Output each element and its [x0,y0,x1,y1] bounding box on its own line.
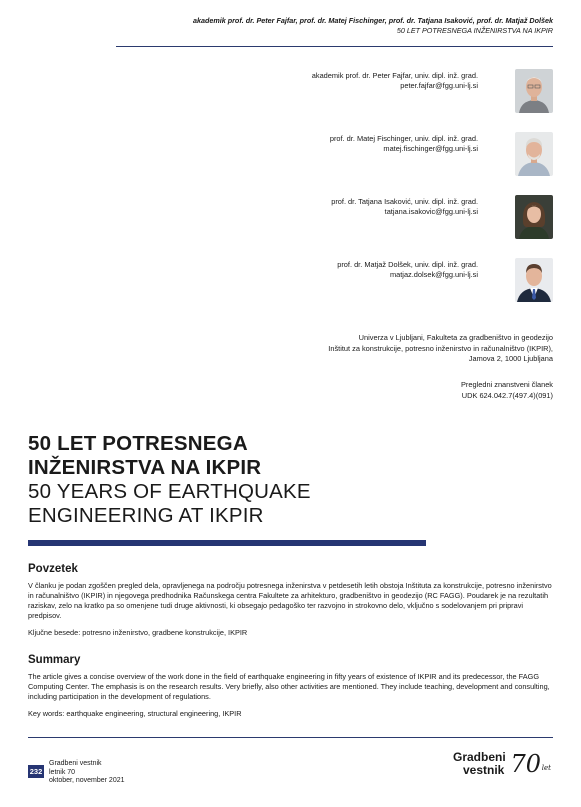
affiliation [328,333,553,365]
article-title [28,432,311,528]
publication-info [461,380,553,401]
logo-number: 70 [510,750,541,778]
journal-info [49,760,125,786]
running-head [193,16,553,36]
abstract-body: V članku je podan zgoščen pregled dela, opravljenega na področju potresnega inženirstva v petdesetih letih obstoja Inštituta za konstrukcije, potresno inženirstvo in računalništvo (IKPIR) in njegovega predhodnika Računskega centra Fakultete za arhitekturo, gradbeništvo in geodezijo (RC FAGG). Poudarek je na rezultatih raziskav, zelo na kratko pa so omenjene tudi druge aktivnosti, ki obsegajo pedagoško ter razvojno in strokovno delo, vključno s sodelovanjem pri pripravi predpisov. [28,581,552,620]
author-block-fischinger [253,132,553,176]
page-number: 232 [29,767,43,776]
author-photo [515,258,553,302]
author-name: prof. dr. Matjaž Dolšek, univ. dipl. inž. grad. [337,260,478,269]
author-block-isakovic [253,195,553,239]
affiliation-line: Jamova 2, 1000 Ljubljana [468,354,553,363]
abstract-body: The article gives a concise overview of the work done in the field of earthquake engineering in fifty years of existence of IKPIR and its predecessor, the FAGG Computing Center. The emphasis is on the research results. Very briefly, also other activities are mentioned. They include teaching, development and consulting, including participation in the development of regulations. [28,672,550,701]
logo-text-line2: vestnik [463,763,505,777]
author-email[interactable]: matej.fischinger@fgg.uni-lj.si [383,144,478,153]
running-head-title: 50 LET POTRESNEGA INŽENIRSTVA NA IKPIR [396,26,553,35]
udk-code: UDK 624.042.7(497.4)(091) [461,390,553,400]
author-photo [515,69,553,113]
author-photo [515,195,553,239]
title-english-line2: ENGINEERING AT IKPIR [28,504,264,527]
journal-logo [453,751,551,783]
journal-name: Gradbeni vestnik [49,760,102,767]
abstract-english [28,654,553,719]
affiliation-line: Inštitut za konstrukcije, potresno inženirstvo in računalništvo (IKPIR), [328,343,553,353]
title-slovene-line2: INŽENIRSTVA NA IKPIR [28,456,262,479]
title-accent-bar [28,540,426,546]
title-english-line1: 50 YEARS OF EARTHQUAKE [28,480,311,503]
journal-volume: letnik 70 [49,768,76,776]
running-head-authors: akademik prof. dr. Peter Fajfar, prof. dr. Matej Fischinger, prof. dr. Tatjana Isaković, prof. dr. Matjaž Dolšek [192,16,553,25]
article-type: Pregledni znanstveni članek [460,380,553,389]
journal-issue: oktober, november 2021 [49,777,125,785]
keywords: Key words: earthquake engineering, structural engineering, IKPIR [28,709,242,718]
author-photo [515,132,553,176]
logo-suffix: let [541,764,551,772]
author-block-dolsek [253,258,553,302]
author-email[interactable]: tatjana.isakovic@fgg.uni-lj.si [384,207,478,216]
author-name: akademik prof. dr. Peter Fajfar, univ. dipl. inž. grad. [311,71,478,80]
logo-text-line1: Gradbeni [453,750,506,764]
author-block-fajfar [253,69,553,113]
keywords: Ključne besede: potresno inženirstvo, gradbene konstrukcije, IKPIR [28,628,248,637]
section-heading: Summary [28,654,81,666]
abstract-slovene [28,563,553,638]
section-heading: Povzetek [28,563,78,575]
footer-divider [28,737,553,738]
title-slovene-line1: 50 LET POTRESNEGA [28,432,248,455]
header-divider [116,46,553,47]
author-email[interactable]: matjaz.dolsek@fgg.uni-lj.si [389,270,478,279]
affiliation-line: Univerza v Ljubljani, Fakulteta za gradbeništvo in geodezijo [358,333,553,342]
author-name: prof. dr. Matej Fischinger, univ. dipl. inž. grad. [329,134,478,143]
author-name: prof. dr. Tatjana Isaković, univ. dipl. inž. grad. [331,197,478,206]
author-email[interactable]: peter.fajfar@fgg.uni-lj.si [400,81,478,90]
